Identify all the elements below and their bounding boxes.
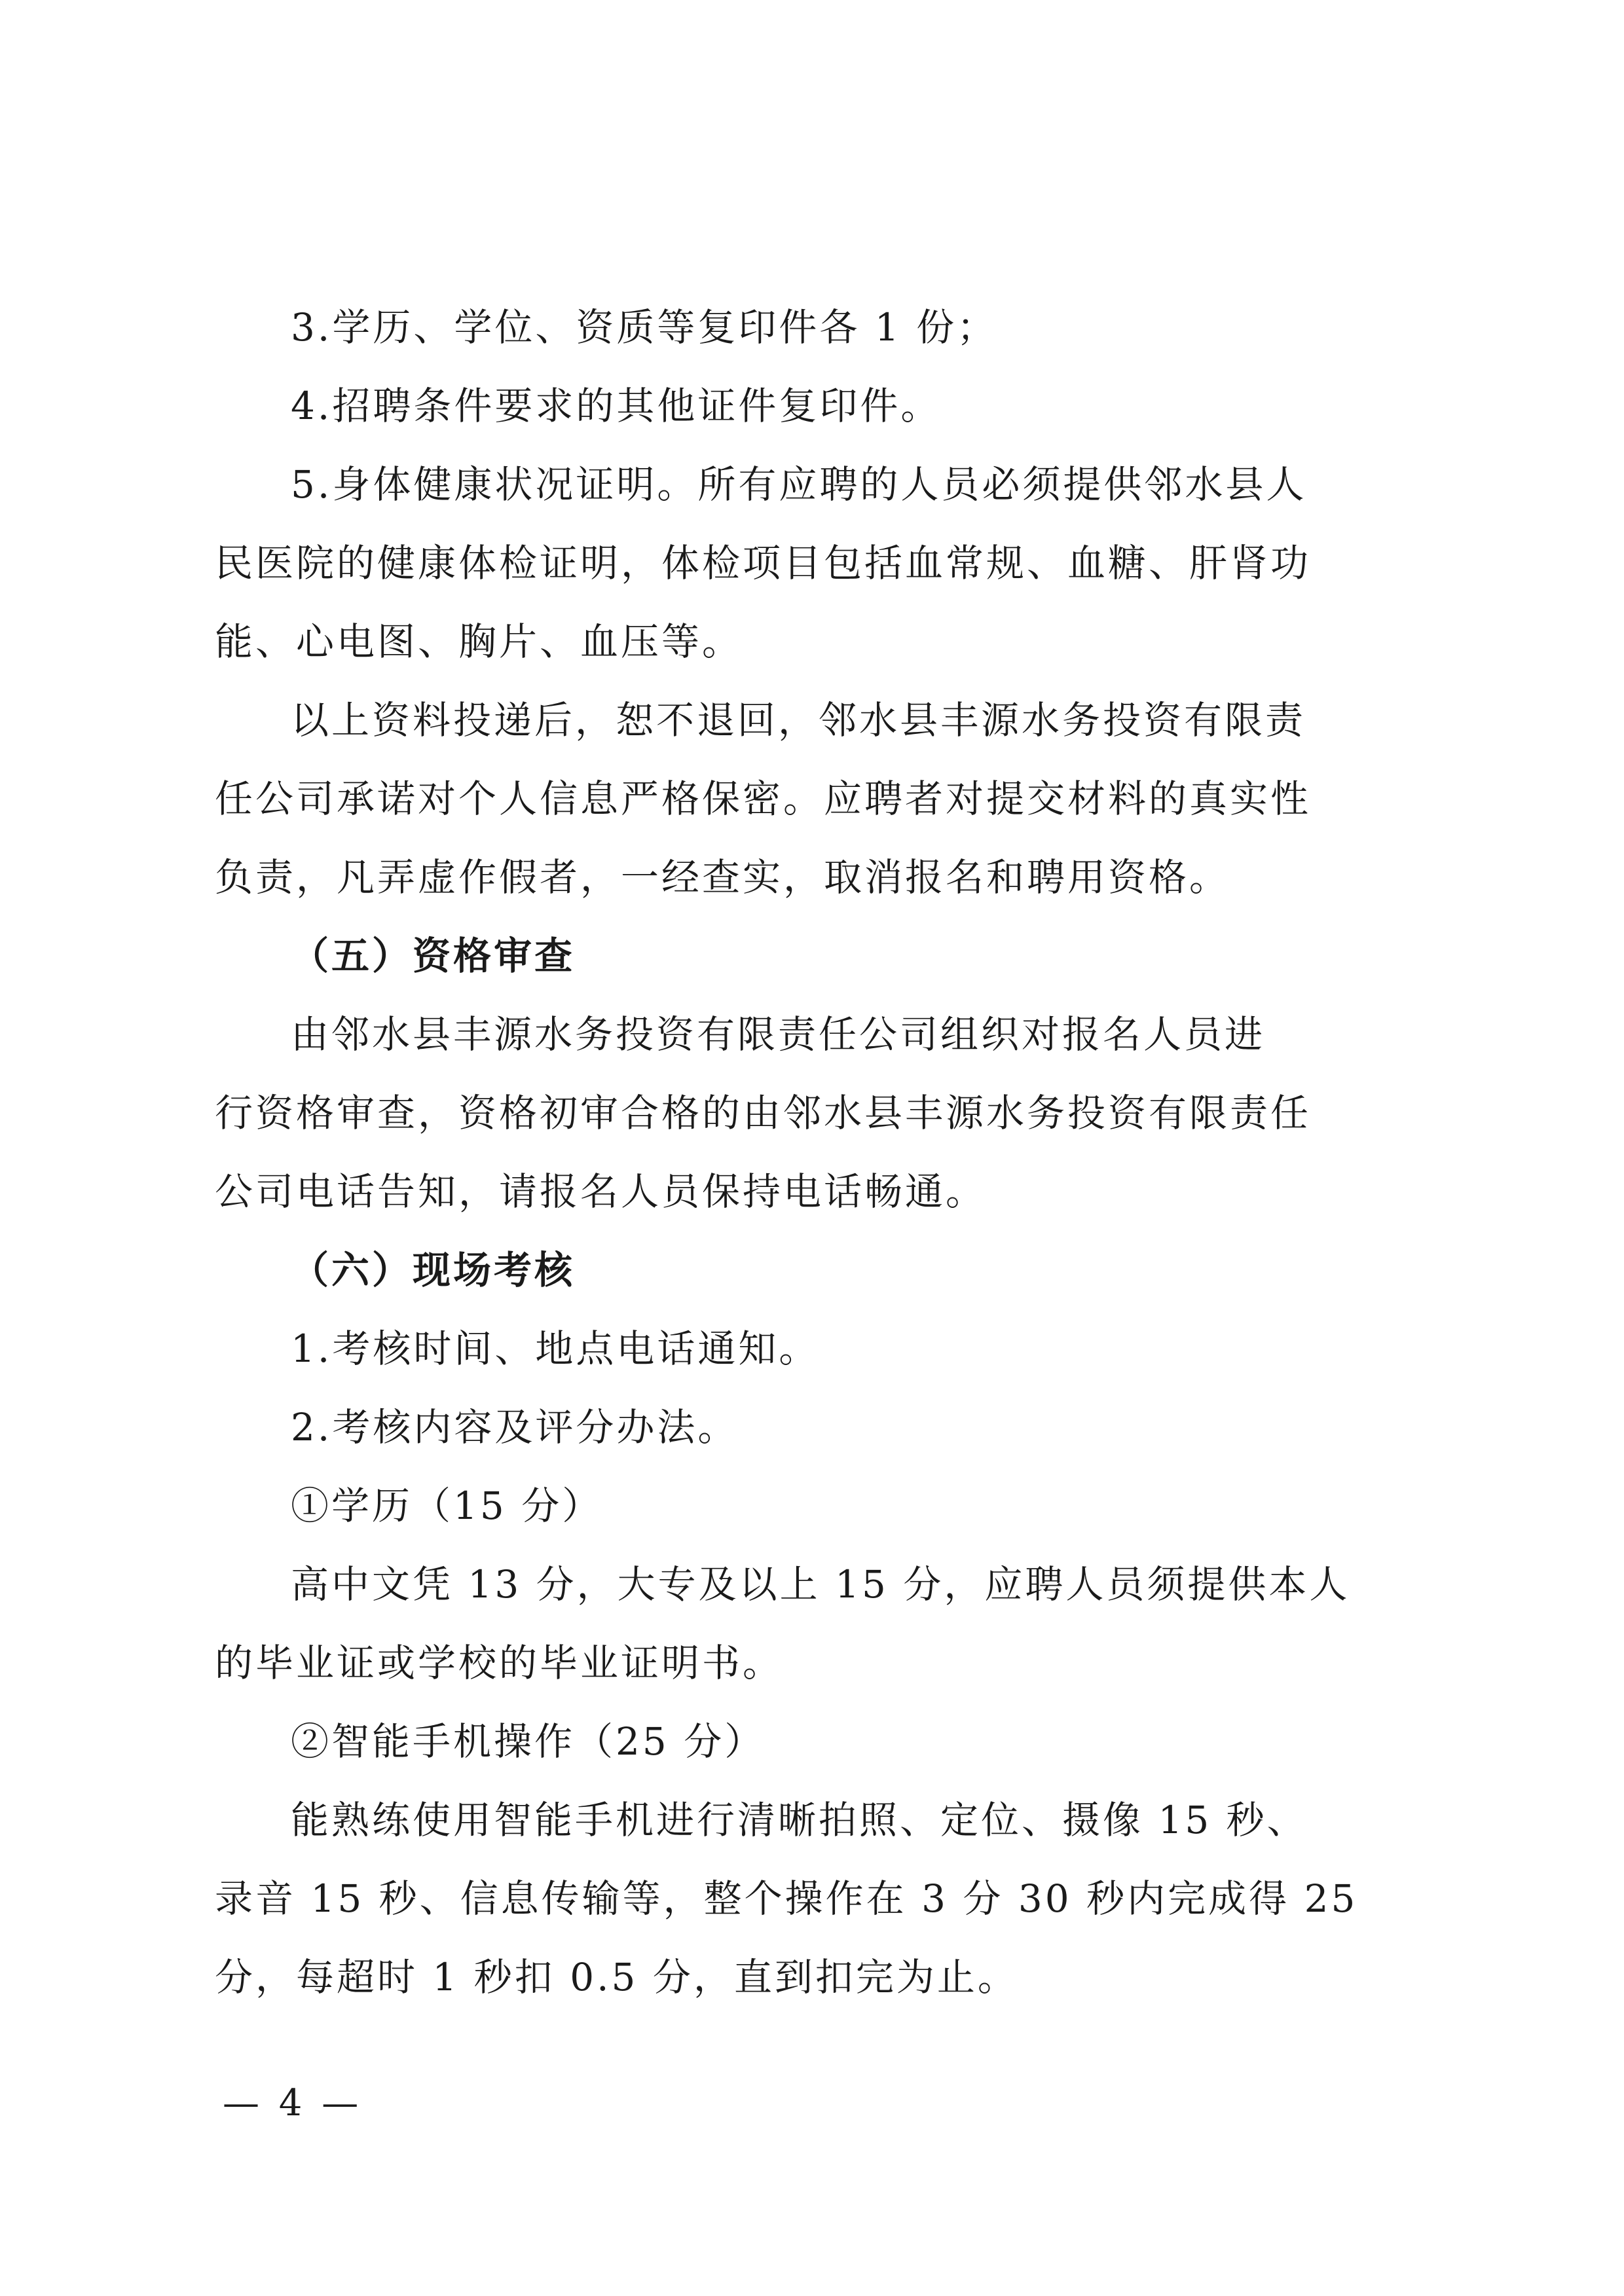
text-line: 负责，凡弄虚作假者，一经查实，取消报名和聘用资格。	[215, 855, 1230, 900]
heading-text: （五）资格审查	[291, 934, 576, 978]
text-line: 1.考核时间、地点电话通知。	[291, 1326, 820, 1371]
heading-text: （六）现场考核	[291, 1248, 576, 1292]
paragraph-smartphone-scoring	[215, 1781, 1413, 2016]
text-line: 能、心电图、胸片、血压等。	[215, 619, 743, 664]
paragraph-assessment-item-2	[215, 1388, 1413, 1467]
text-line: 行资格审查，资格初审合格的由邻水县丰源水务投资有限责任	[215, 1091, 1312, 1135]
text-line: 5.身体健康状况证明。所有应聘的人员必须提供邻水县人	[291, 462, 1307, 507]
body-text	[215, 288, 1413, 2016]
text-line: 分，每超时 1 秒扣 0.5 分，直到扣完为止。	[215, 1955, 1018, 1999]
text-line: ②智能手机操作（25 分）	[291, 1719, 766, 1764]
subheading-smartphone-operation	[215, 1702, 1413, 1781]
section-heading-onsite-assessment	[215, 1231, 1413, 1309]
paragraph-education-scoring	[215, 1545, 1413, 1702]
paragraph-item-5-health	[215, 445, 1413, 681]
subheading-education	[215, 1467, 1413, 1545]
section-heading-qualification-review	[215, 917, 1413, 995]
text-line: 任公司承诺对个人信息严格保密。应聘者对提交材料的真实性	[215, 776, 1312, 821]
text-line: 4.招聘条件要求的其他证件复印件。	[291, 384, 942, 428]
text-line: 2.考核内容及评分办法。	[291, 1405, 739, 1449]
paragraph-assessment-item-1	[215, 1309, 1413, 1388]
text-line: ①学历（15 分）	[291, 1484, 603, 1528]
text-line: 高中文凭 13 分，大专及以上 15 分，应聘人员须提供本人	[291, 1562, 1350, 1607]
paragraph-materials-note	[215, 681, 1413, 917]
text-line: 以上资料投递后，恕不退回，邻水县丰源水务投资有限责	[291, 698, 1306, 742]
text-line: 民医院的健康体检证明，体检项目包括血常规、血糖、肝肾功	[215, 541, 1312, 585]
text-line: 录音 15 秒、信息传输等，整个操作在 3 分 30 秒内完成得 25	[215, 1876, 1358, 1921]
page-number: — 4 —	[223, 2082, 363, 2124]
text-line: 能熟练使用智能手机进行清晰拍照、定位、摄像 15 秒、	[291, 1798, 1308, 1842]
paragraph-item-4	[215, 367, 1413, 445]
text-line: 由邻水县丰源水务投资有限责任公司组织对报名人员进	[291, 1012, 1266, 1057]
paragraph-item-3	[215, 288, 1413, 367]
text-line: 3.学历、学位、资质等复印件各 1 份；	[291, 305, 998, 350]
text-line: 公司电话告知，请报名人员保持电话畅通。	[215, 1169, 987, 1214]
text-line: 的毕业证或学校的毕业证明书。	[215, 1641, 784, 1685]
paragraph-qualification-review	[215, 995, 1413, 1231]
